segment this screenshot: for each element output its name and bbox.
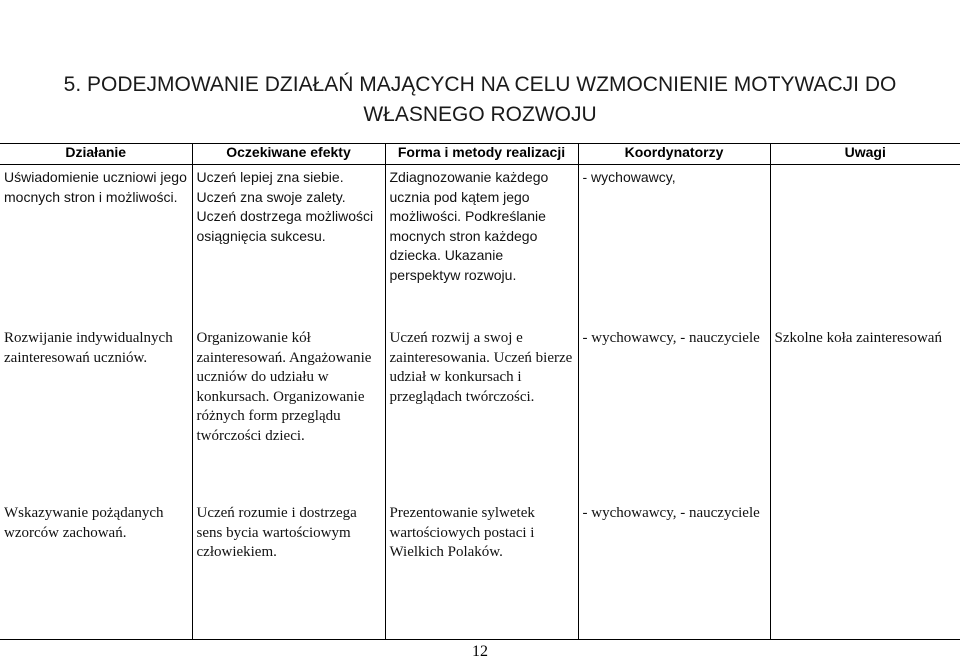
header-koordynatorzy: Koordynatorzy	[578, 144, 770, 165]
header-dzialanie: Działanie	[0, 144, 192, 165]
cell-efekty: Uczeń rozumie i dostrzega sens bycia wartościowym człowiekiem.	[192, 501, 385, 640]
header-forma-i-metody: Forma i metody realizacji	[385, 144, 578, 165]
cell-uwagi	[770, 501, 960, 640]
cell-efekty: Uczeń lepiej zna siebie. Uczeń zna swoje zalety. Uczeń dostrzega możliwości osiągnięcia sukcesu.	[192, 165, 385, 327]
activities-table	[0, 143, 960, 640]
cell-koordynatorzy: - wychowawcy,	[578, 165, 770, 327]
cell-uwagi	[770, 165, 960, 327]
cell-koordynatorzy: - wychowawcy, - nauczyciele	[578, 501, 770, 640]
cell-dzialanie: Wskazywanie pożądanych wzorców zachowań.	[0, 501, 192, 640]
cell-forma: Prezentowanie sylwetek wartościowych postaci i Wielkich Polaków.	[385, 501, 578, 640]
cell-efekty: Organizowanie kół zainteresowań. Angażowanie uczniów do udziału w konkursach. Organizowanie różnych form przeglądu twórczości dzieci.	[192, 326, 385, 501]
cell-dzialanie: Rozwijanie indywidualnych zainteresowań uczniów.	[0, 326, 192, 501]
cell-forma: Zdiagnozowanie każdego ucznia pod kątem jego możliwości. Podkreślanie mocnych stron każdego dziecka. Ukazanie perspektyw rozwoju.	[385, 165, 578, 327]
document-title-line-1: 5. PODEJMOWANIE DZIAŁAŃ MAJĄCYCH NA CELU WZMOCNIENIE MOTYWACJI DO	[63, 73, 897, 96]
cell-forma: Uczeń rozwij a swoj e zainteresowania. Uczeń bierze udział w konkursach i przeglądach twórczości.	[385, 326, 578, 501]
table-header-row	[0, 144, 960, 165]
table-row	[0, 326, 960, 501]
table-row	[0, 165, 960, 327]
cell-uwagi: Szkolne koła zainteresowań	[770, 326, 960, 501]
table-row	[0, 501, 960, 640]
header-oczekiwane-efekty: Oczekiwane efekty	[192, 144, 385, 165]
document-title-line-2: WŁASNEGO ROZWOJU	[363, 103, 597, 126]
header-uwagi: Uwagi	[770, 144, 960, 165]
page-number: 12	[472, 643, 488, 660]
cell-dzialanie: Uświadomienie uczniowi jego mocnych stron i możliwości.	[0, 165, 192, 327]
cell-koordynatorzy: - wychowawcy, - nauczyciele	[578, 326, 770, 501]
